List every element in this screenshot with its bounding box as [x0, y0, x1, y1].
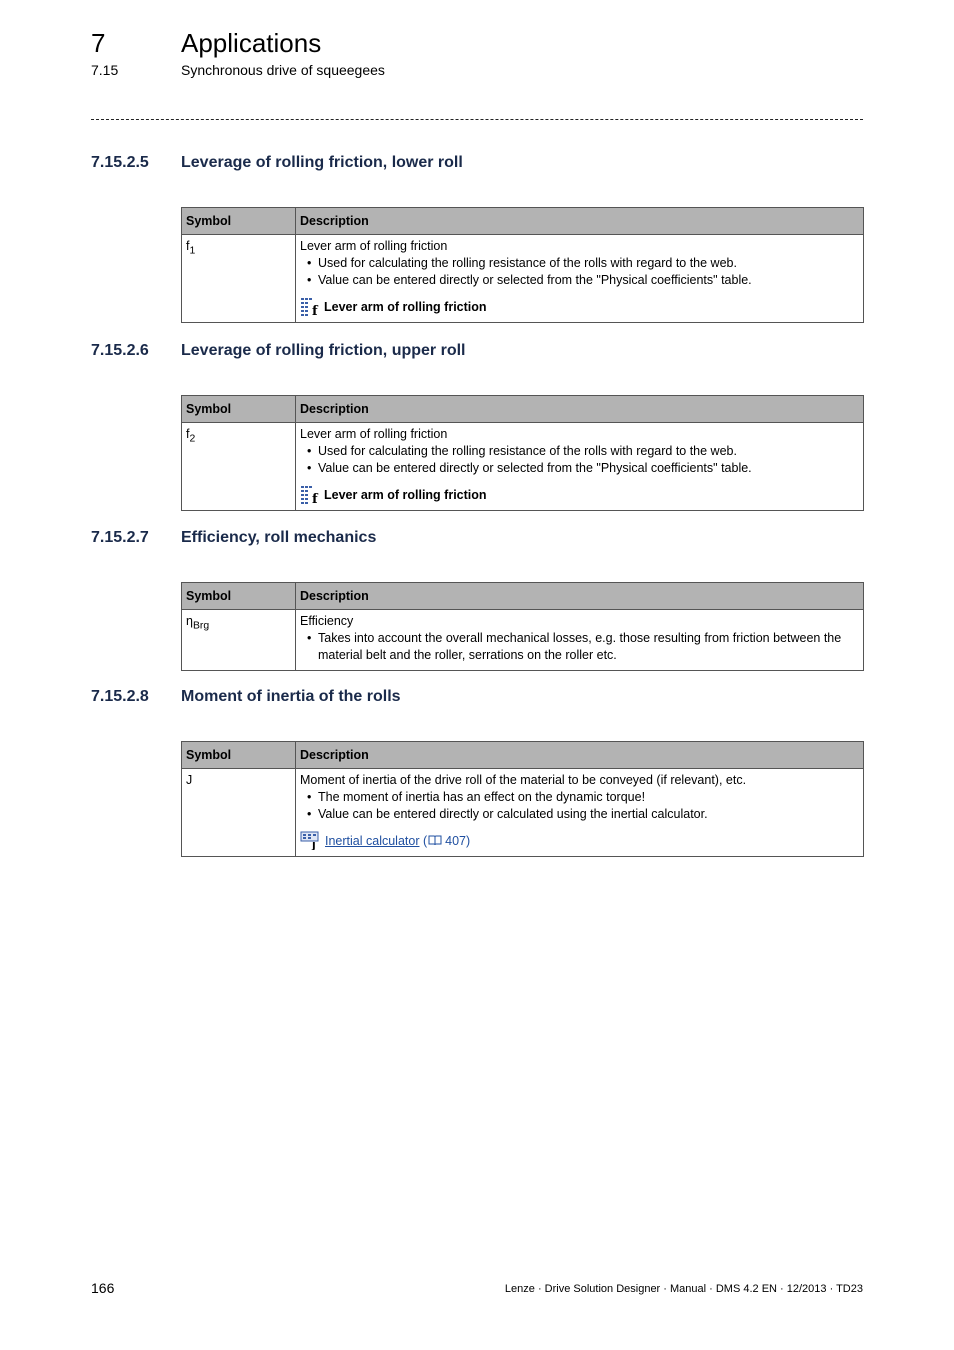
svg-text:J: J — [312, 841, 316, 850]
table-f-icon — [300, 297, 319, 316]
section-number: 7.15 — [91, 62, 119, 78]
bullet-list — [300, 630, 859, 664]
parameter-table — [181, 207, 864, 323]
header-divider — [91, 119, 863, 120]
svg-text:f: f — [312, 304, 318, 316]
description-title: Lever arm of rolling friction — [300, 239, 448, 253]
bullet-item: • Takes into account the overall mechanical losses, e.g. those resulting from friction between the material belt and the roller, serrations on the roller etc. — [314, 630, 859, 664]
description-cell — [296, 423, 864, 511]
symbol-cell — [182, 235, 296, 323]
description-title: Lever arm of rolling friction — [300, 427, 448, 441]
symbol-subscript: 1 — [189, 245, 196, 257]
page-number: 166 — [91, 1280, 115, 1296]
symbol-subscript: 2 — [189, 433, 196, 445]
section-heading-number: 7.15.2.8 — [91, 688, 149, 705]
chapter-number: 7 — [91, 28, 106, 58]
reference-row — [300, 485, 859, 504]
symbol-cell — [182, 423, 296, 511]
bullet-item: • Value can be entered directly or selected from the "Physical coefficients" table. — [314, 460, 859, 477]
parameter-table — [181, 395, 864, 511]
reference-label: Lever arm of rolling friction — [324, 300, 487, 314]
section-heading-title: Efficiency, roll mechanics — [181, 529, 377, 546]
bullet-list — [300, 789, 859, 823]
symbol-base: η — [186, 614, 193, 628]
symbol-header: Symbol — [182, 742, 296, 769]
bullet-item: • Value can be entered directly or calculated using the inertial calculator. — [314, 806, 859, 823]
section-heading-title: Leverage of rolling friction, upper roll — [181, 342, 466, 359]
book-icon — [428, 835, 442, 846]
description-title: Moment of inertia of the drive roll of the material to be conveyed (if relevant), etc. — [300, 773, 747, 787]
symbol-header: Symbol — [182, 583, 296, 610]
inertial-calculator-icon — [300, 831, 320, 850]
symbol-base: f — [186, 239, 190, 253]
page-reference-number: 407 — [445, 834, 466, 848]
section-heading-title: Leverage of rolling friction, lower roll — [181, 154, 463, 171]
table-f-icon — [300, 485, 319, 504]
bullet-item: • Used for calculating the rolling resistance of the rolls with regard to the web. — [314, 255, 859, 272]
page-reference[interactable]: ( 407) — [419, 834, 471, 848]
bullet-list — [300, 443, 859, 477]
chapter-title: Applications — [181, 28, 322, 58]
description-cell — [296, 769, 864, 857]
bullet-item: • The moment of inertia has an effect on the dynamic torque! — [314, 789, 859, 806]
symbol-cell — [182, 610, 296, 671]
section-heading-number: 7.15.2.5 — [91, 154, 149, 171]
svg-text:f: f — [312, 492, 318, 504]
description-header: Description — [296, 208, 864, 235]
section-heading-number: 7.15.2.7 — [91, 529, 149, 546]
section-title: Synchronous drive of squeegees — [181, 62, 385, 78]
description-title: Efficiency — [300, 614, 354, 628]
symbol-header: Symbol — [182, 208, 296, 235]
parameter-table — [181, 582, 864, 671]
symbol-header: Symbol — [182, 396, 296, 423]
description-cell — [296, 610, 864, 671]
description-header: Description — [296, 396, 864, 423]
reference-row — [300, 297, 859, 316]
symbol-subscript: Brg — [192, 620, 210, 632]
section-heading-title: Moment of inertia of the rolls — [181, 688, 401, 705]
symbol-base: f — [186, 427, 190, 441]
reference-label: Lever arm of rolling friction — [324, 488, 487, 502]
parameter-table — [181, 741, 864, 857]
section-heading-number: 7.15.2.6 — [91, 342, 149, 359]
symbol-base: J — [186, 773, 193, 787]
reference-row — [300, 831, 859, 850]
description-cell — [296, 235, 864, 323]
description-header: Description — [296, 742, 864, 769]
inertial-calculator-link[interactable]: Inertial calculator — [325, 834, 420, 848]
bullet-item: • Used for calculating the rolling resistance of the rolls with regard to the web. — [314, 443, 859, 460]
description-header: Description — [296, 583, 864, 610]
footer-doc-info: Lenze · Drive Solution Designer · Manual · DMS 4.2 EN · 12/2013 · TD23 — [504, 1283, 863, 1295]
symbol-cell — [182, 769, 296, 857]
bullet-item: • Value can be entered directly or selected from the "Physical coefficients" table. — [314, 272, 859, 289]
bullet-list — [300, 255, 859, 289]
